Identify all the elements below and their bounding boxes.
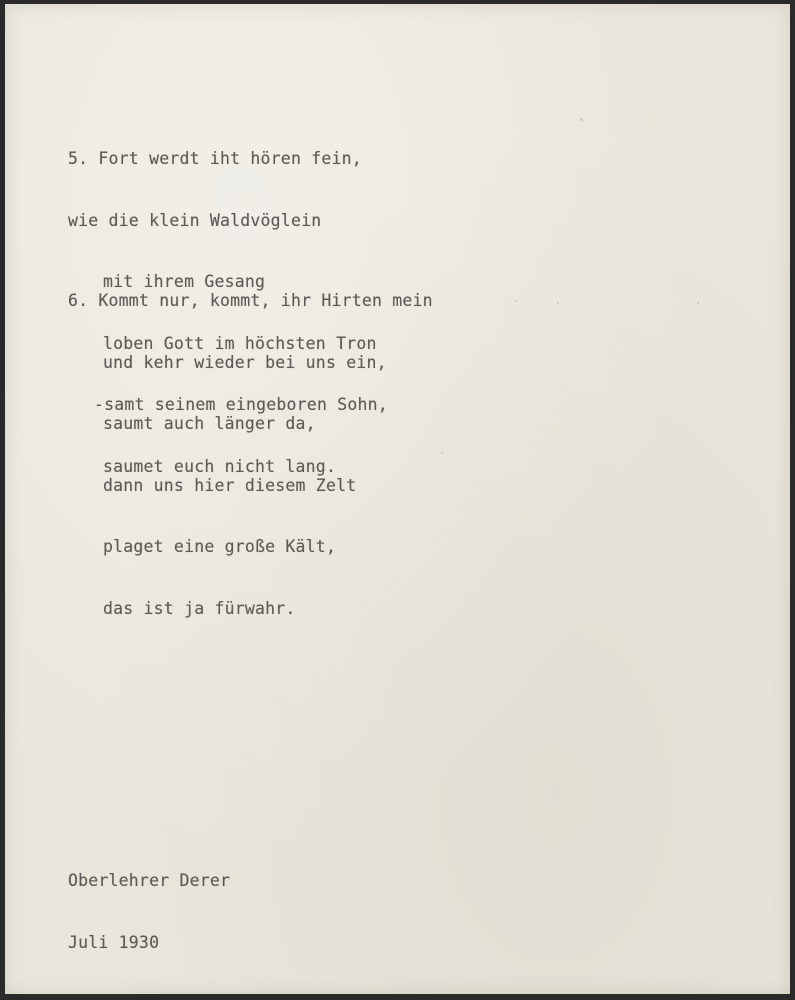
stanza-line: plaget eine große Kält, <box>103 537 337 556</box>
paper-speck <box>557 302 559 304</box>
stanza-line: mit ihrem Gesang <box>103 272 266 291</box>
stanza-line: und kehr wieder bei uns ein, <box>103 352 387 372</box>
stanza-line: 5. Fort werdt iht hören fein, <box>68 149 362 168</box>
signature-name: Oberlehrer Derer <box>68 871 231 890</box>
paper-speck <box>697 302 699 304</box>
stanza-line: 6. Kommt nur, kommt, ihr Hirten mein <box>68 291 433 310</box>
stanza-line: -samt seinem eingeboren Sohn, <box>94 395 388 414</box>
stanza-line: loben Gott im höchsten Tron <box>103 333 377 353</box>
stanza-line: wie die klein Waldvöglein <box>68 210 322 230</box>
paper-speck <box>515 300 517 302</box>
stanza-line: saumet euch nicht lang. <box>103 456 337 476</box>
stanza-line: saumt auch länger da, <box>103 414 316 433</box>
stanza-line: dann uns hier diesem Zelt <box>103 475 357 495</box>
stanza-line: das ist ja fürwahr. <box>103 598 296 618</box>
paper-speck <box>441 452 443 454</box>
signature-date: Juli 1930 <box>68 932 160 952</box>
typewritten-page <box>5 4 790 994</box>
signature-block <box>68 830 230 994</box>
stanza-6 <box>68 250 433 660</box>
paper-speck <box>580 118 583 121</box>
